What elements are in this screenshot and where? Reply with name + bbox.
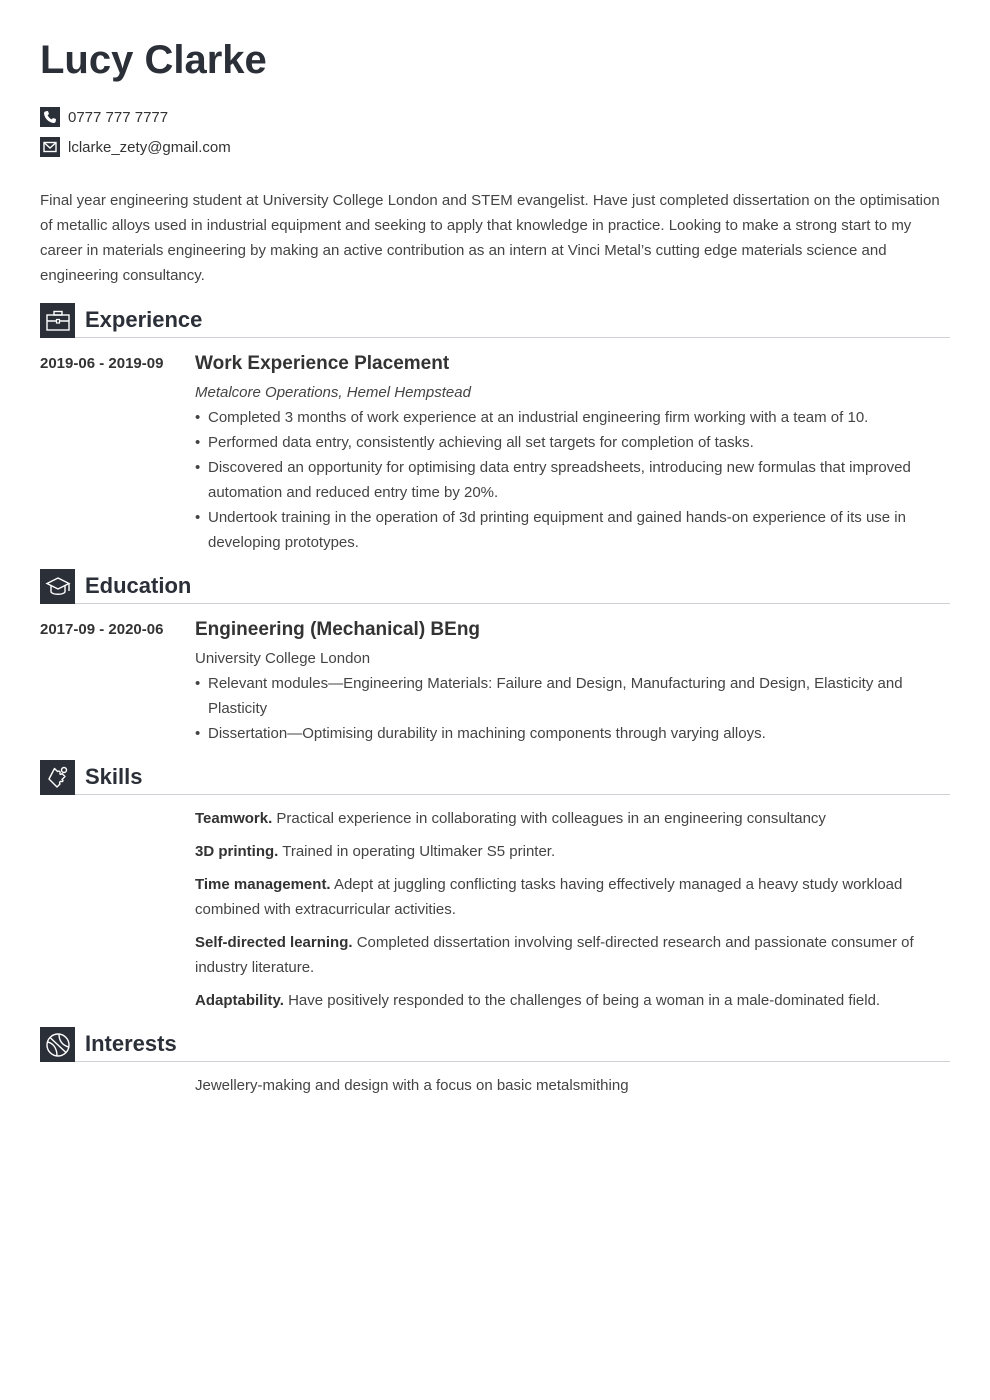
skill-desc: Trained in operating Ultimaker S5 printer. (282, 843, 556, 860)
briefcase-icon (40, 303, 75, 338)
contact-email (40, 137, 950, 157)
experience-entry (40, 352, 950, 555)
skill-desc: Adept at juggling conflicting tasks having effectively managed a heavy study workload combined with extracurricular activities. (195, 876, 903, 918)
degree-title: Engineering (Mechanical) BEng (195, 619, 481, 640)
skill-name: Adaptability. (195, 992, 284, 1009)
list-item: • Dissertation—Optimising durability in machining components through varying alloys. (195, 721, 950, 746)
education-entry (40, 618, 950, 746)
candidate-name: Lucy Clarke (40, 38, 267, 82)
list-item: • Undertook training in the operation of 3d printing equipment and gained hands-on experience of its use in developing prototypes. (195, 505, 950, 555)
basketball-icon (40, 1027, 75, 1062)
skill-desc: Have positively responded to the challenges of being a woman in a male-dominated field. (288, 992, 881, 1009)
section-header (40, 303, 950, 338)
section-header (40, 1027, 950, 1062)
contact-phone (40, 107, 950, 127)
section-header (40, 569, 950, 604)
list-item: • Relevant modules—Engineering Materials: Failure and Design, Manufacturing and Design, Elasticity and Plasticity (195, 671, 950, 721)
job-title: Work Experience Placement (195, 353, 450, 374)
bullet-list (195, 671, 950, 746)
skill-item (195, 872, 950, 922)
section-title: Interests (85, 1030, 177, 1056)
section-title: Skills (85, 763, 143, 789)
skills-list (195, 806, 950, 1013)
entry-date: 2019-06 - 2019-09 (40, 355, 164, 372)
skill-item (195, 988, 950, 1013)
email-address[interactable]: lclarke_zety@gmail.com (68, 138, 231, 156)
education-section (40, 569, 950, 746)
list-item: • Discovered an opportunity for optimising data entry spreadsheets, introducing new formulas that improved automation and reduced entry time by 20%. (195, 455, 950, 505)
skills-section (40, 760, 950, 1013)
section-header (40, 760, 950, 795)
skill-item (195, 806, 950, 831)
school-name: University College London (195, 650, 371, 667)
puzzle-piece-icon (40, 760, 75, 795)
phone-number[interactable]: 0777 777 7777 (68, 108, 169, 126)
bullet-list (195, 405, 950, 555)
interests-section (40, 1027, 950, 1098)
skill-name: 3D printing. (195, 843, 279, 860)
section-title: Education (85, 572, 192, 598)
skill-name: Self-directed learning. (195, 934, 353, 951)
profile-summary: Final year engineering student at University College London and STEM evangelist. Have just completed dissertation on the optimisation of metallic alloys used in industrial equipment and seeking to apply that knowledge in practice. Looking to make a strong start to my career in materials engineering by making an active contribution as an intern at Vinci Metal’s cutting edge materials science and engineering consultancy. (40, 192, 940, 284)
list-item: • Performed data entry, consistently achieving all set targets for completion of tasks. (195, 430, 950, 455)
interests-text: Jewellery-making and design with a focus on basic metalsmithing (195, 1077, 629, 1094)
skill-name: Time management. (195, 876, 331, 893)
experience-section (40, 303, 950, 555)
skill-desc: Practical experience in collaborating with colleagues in an engineering consultancy (276, 810, 826, 827)
skill-desc: Completed dissertation involving self-directed research and passionate consumer of industry literature. (195, 934, 914, 976)
entry-date: 2017-09 - 2020-06 (40, 621, 164, 638)
envelope-icon (40, 137, 60, 157)
skill-name: Teamwork. (195, 810, 273, 827)
section-title: Experience (85, 306, 203, 332)
employer: Metalcore Operations, Hemel Hempstead (195, 384, 471, 401)
list-item: • Completed 3 months of work experience at an industrial engineering firm working with a team of 10. (195, 405, 950, 430)
graduation-cap-icon (40, 569, 75, 604)
skill-item (195, 839, 950, 864)
phone-icon (40, 107, 60, 127)
contact-list (40, 107, 950, 157)
skill-item (195, 930, 950, 980)
